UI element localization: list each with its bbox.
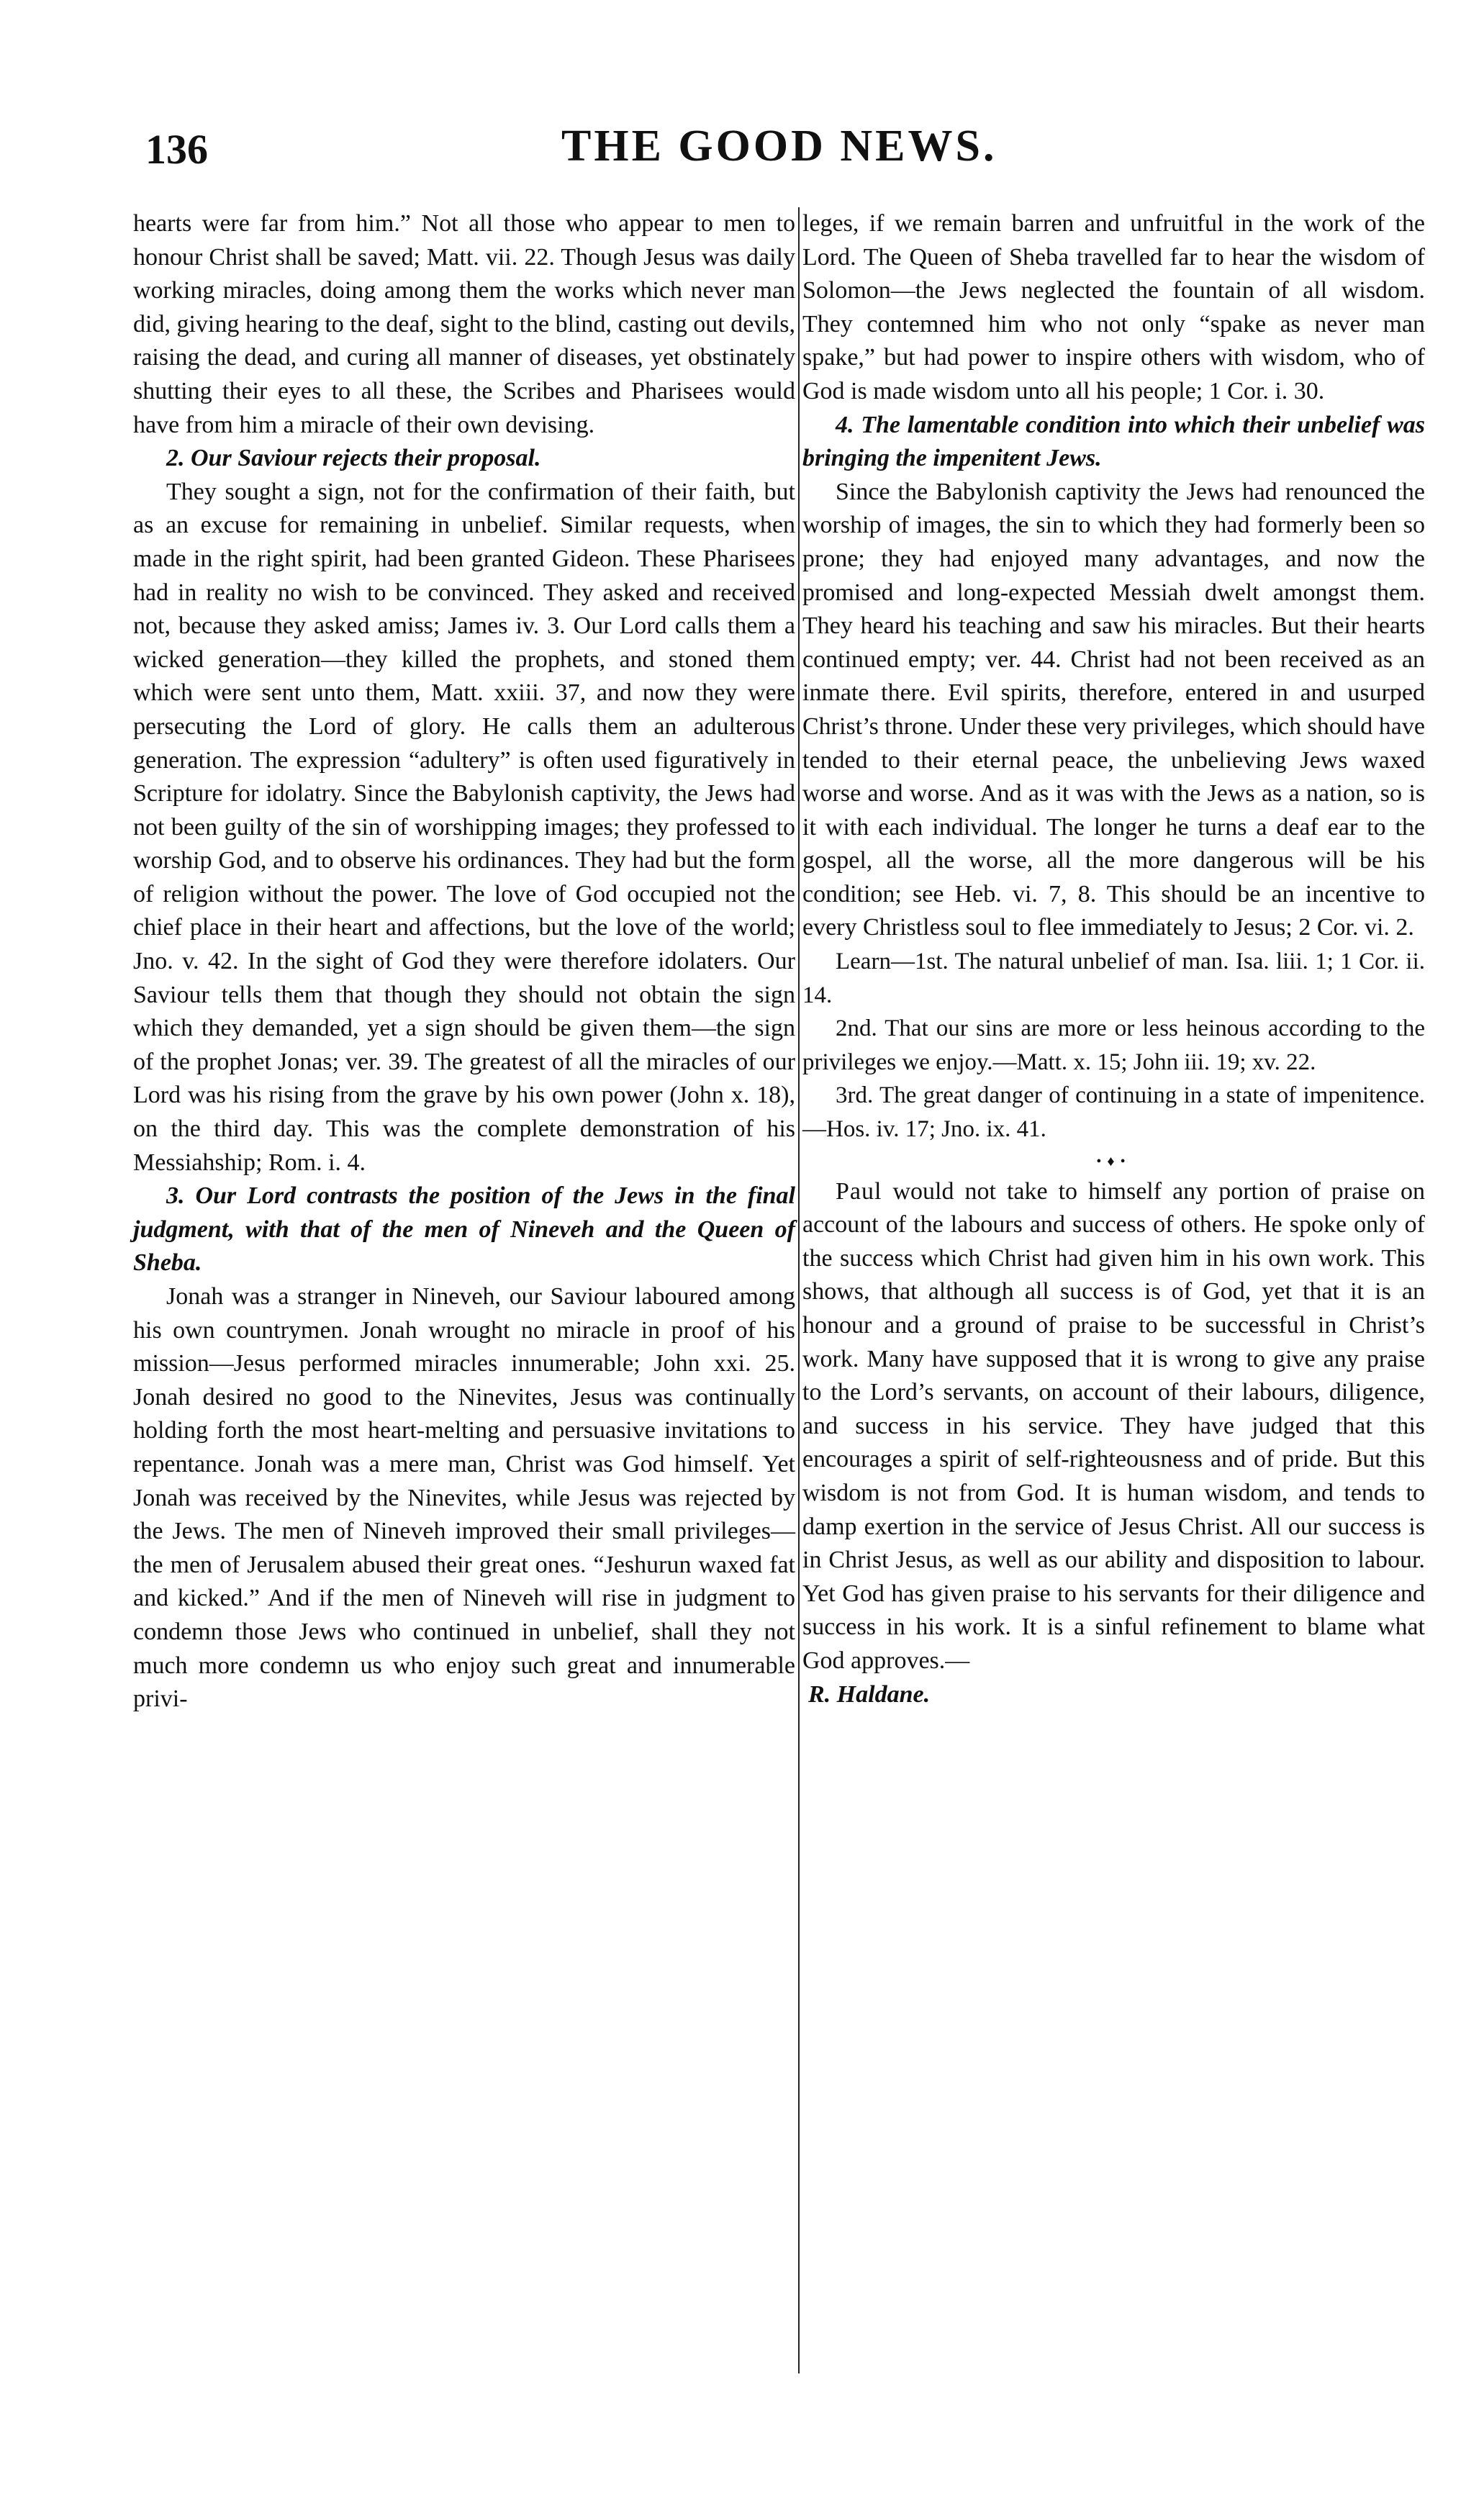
section-heading: 4. The lamentable condition into which their unbelief was bringing the impenitent Jews.	[802, 411, 1425, 472]
right-column	[802, 207, 1425, 1711]
lesson-item: Learn—1st. The natural unbelief of man. Isa. liii. 1; 1 Cor. ii. 14.	[802, 949, 1425, 1008]
paragraph: Jonah was a stranger in Nineveh, our Saviour laboured among his own countrymen. Jonah wrought no miracle in proof of his mission—Jesus performed miracles innumerable; John xxi. 25. Jonah desired no good to the Ninevites, Jesus was continually holding forth the most heart-melting and persuasive invitations to repentance. Jonah was a mere man, Christ was God himself. Yet Jonah was received by the Ninevites, while Jesus was rejected by the Jews. The men of Nineveh improved their small privileges—the men of Jerusalem abused their great ones. “Jeshurun waxed fat and kicked.” And if the men of Nineveh will rise in judgment to condemn those Jews who continued in unbelief, shall they not much more condemn us who enjoy such great and innumerable privi-	[133, 1283, 795, 1713]
paragraph: Since the Babylonish captivity the Jews had renounced the worship of images, the sin to which they had formerly been so prone; they had enjoyed many advantages, and now the promised and long-expected Messiah dwelt amongst them. They heard his teaching and saw his miracles. But their hearts continued empty; ver. 44. Christ had not been received as an inmate there. Evil spirits, therefore, entered in and usurped Christ’s throne. Under these very privileges, which should have tended to their eternal peace, the unbelieving Jews waxed worse and worse. And as it was with the Jews as a nation, so is it with each individual. The longer he turns a deaf ear to the gospel, all the worse, all the more dangerous will be his condition; see Heb. vi. 7, 8. This should be an incentive to every Christless soul to flee immediately to Jesus; 2 Cor. vi. 2.	[802, 478, 1425, 941]
lesson-item: 2nd. That our sins are more or less heinous according to the privileges we enjoy.—Matt. x. 15; John iii. 19; xv. 22.	[802, 1015, 1425, 1075]
lesson-item: 3rd. The great danger of continuing in a state of impenitence.—Hos. iv. 17; Jno. ix. 41.	[802, 1082, 1425, 1143]
signature: R. Haldane.	[808, 1680, 931, 1708]
running-title: THE GOOD NEWS.	[561, 122, 997, 171]
left-column	[133, 207, 795, 1716]
section-heading: 2. Our Saviour rejects their proposal.	[166, 445, 541, 472]
paul-name: Paul	[836, 1177, 882, 1205]
section-heading: 3. Our Lord contrasts the position of the Jews in the final judgment, with that of the men of Nineveh and the Queen of Sheba.	[133, 1182, 795, 1277]
column-divider	[798, 207, 800, 2373]
paragraph: leges, if we remain barren and unfruitful in the work of the Lord. The Queen of Sheba travelled far to hear the wisdom of Solomon—the Jews neglected the fountain of all wisdom. They contemned him who not only “spake as never man spake,” but had power to inspire others with wisdom, who of God is made wisdom unto all his people; 1 Cor. i. 30.	[802, 210, 1425, 404]
running-head	[137, 121, 1475, 186]
page-number: 136	[145, 126, 208, 173]
paragraph: They sought a sign, not for the confirmation of their faith, but as an excuse for remaining in unbelief. Similar requests, when made in the right spirit, had been granted Gideon. These Pharisees had in reality no wish to be convinced. They asked and received not, because they asked amiss; James iv. 3. Our Lord calls them a wicked generation—they killed the prophets, and stoned them which were sent unto them, Matt. xxiii. 37, and now they were persecuting the Lord of glory. He calls them an adulterous generation. The expression “adultery” is often used figuratively in Scripture for idolatry. Since the Babylonish captivity, the Jews had not been guilty of the sin of worshipping images; they professed to worship God, and to observe his ordinances. They had but the form of religion without the power. The love of God occupied not the chief place in their heart and affections, but the love of the world; Jno. v. 42. In the sight of God they were therefore idolaters. Our Saviour tells them that though they should not obtain the sign which they demanded, yet a sign should be given them—the sign of the prophet Jonas; ver. 39. The greatest of all the miracles of our Lord was his rising from the grave by his own power (John x. 18), on the third day. This was the complete demonstration of his Messiahship; Rom. i. 4.	[133, 478, 795, 1176]
ornament-separator: •♦•	[1096, 1153, 1131, 1169]
paragraph	[802, 1175, 1425, 1678]
paul-text: would not take to himself any portion of praise on account of the labours and success of others. He spoke only of the success which Christ had given him in his own work. This shows, that although all success is of God, yet that it is an honour and a ground of praise to be successful in Christ’s work. Many have supposed that it is wrong to give any praise to the Lord’s servants, on account of their labours, diligence, and success in his service. They have judged that this encourages a spirit of self-righteousness and of pride. But this wisdom is not from God. It is human wisdom, and tends to damp exertion in the service of Jesus Christ. All our success is in Christ Jesus, as well as our ability and disposition to labour. Yet God has given praise to his servants for their diligence and success in his work. It is a sinful refinement to blame what God approves.—	[802, 1177, 1425, 1674]
paragraph: hearts were far from him.” Not all those who appear to men to honour Christ shall be saved; Matt. vii. 22. Though Jesus was daily working miracles, doing among them the works which never man did, giving hearing to the deaf, sight to the blind, casting out devils, raising the dead, and curing all manner of diseases, yet obstinately shutting their eyes to all these, the Scribes and Pharisees would have from him a miracle of their own devising.	[133, 210, 795, 438]
